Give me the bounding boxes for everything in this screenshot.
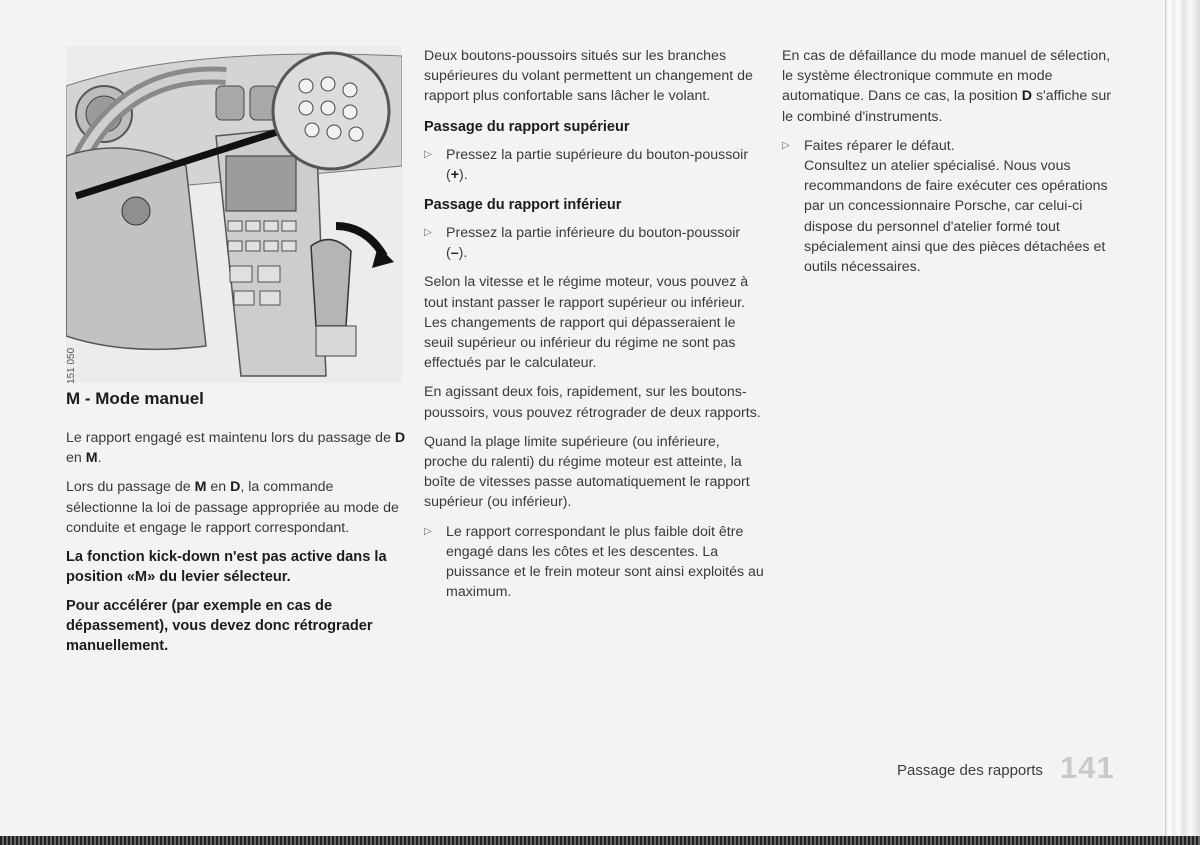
paragraph xyxy=(66,428,406,468)
text-run: Consultez un atelier spécialisé. Nous vous recommandons de faire exécuter ces opérations par un concessionnaire Porsche, car celui-ci dispose du personnel d'atelier formé tout spécialement ainsi que des pièces détachées et outils nécessaires. xyxy=(804,158,1108,276)
paragraph: Selon la vitesse et le régime moteur, vous pouvez à tout instant passer le rapport supérieur ou inférieur. xyxy=(424,274,749,311)
cockpit-illustration xyxy=(66,46,402,383)
paragraph: Deux boutons-poussoirs situés sur les branches supérieures du volant permettent un changement de rapport plus confortable sans lâcher le volant. xyxy=(424,48,753,105)
left-column xyxy=(66,388,406,665)
middle-column xyxy=(424,46,764,611)
subheading-downshift: Passage du rapport inférieur xyxy=(424,197,622,214)
paragraph xyxy=(66,477,406,538)
bullet-arrow-icon: ▷ xyxy=(424,525,432,537)
warning-text: La fonction kick-down n'est pas active dans la position «M» du levier sélecteur. xyxy=(66,549,387,586)
scan-edge-strip xyxy=(0,836,1200,845)
text-run: s'affiche sur le combiné d'instruments. xyxy=(782,88,1111,125)
plus-symbol: + xyxy=(450,166,460,183)
position-d: D xyxy=(1021,88,1032,105)
right-column xyxy=(782,46,1122,285)
text-run: . xyxy=(97,450,102,467)
page-number: 141 xyxy=(1060,750,1115,785)
text-run: ). xyxy=(459,166,468,183)
text-run: , la commande sélectionne la loi de passage appropriée au mode de conduite et engage le rapport correspondant. xyxy=(66,479,399,536)
text-run: Faites réparer le défaut. xyxy=(804,137,955,154)
text-run: Le rapport engagé est maintenu lors du passage de xyxy=(66,430,395,446)
position-m: M xyxy=(85,450,98,467)
text-run: Pressez la partie inférieure du bouton-poussoir ( xyxy=(446,225,741,262)
subheading-upshift: Passage du rapport supérieur xyxy=(424,118,630,135)
bullet-arrow-icon: ▷ xyxy=(424,227,432,239)
bullet-item xyxy=(424,522,764,603)
bullet-arrow-icon: ▷ xyxy=(424,148,432,160)
position-m: M xyxy=(194,479,207,496)
position-d: D xyxy=(394,430,406,446)
text-run: en xyxy=(206,479,231,496)
figure-code: 151 050 xyxy=(66,347,77,384)
text-run: ). xyxy=(458,245,468,262)
text-run: Pressez la partie supérieure du bouton-poussoir ( xyxy=(446,146,749,183)
paragraph xyxy=(782,46,1122,127)
bullet-item xyxy=(782,136,1122,277)
footer-chapter-title: Passage des rapports xyxy=(897,762,1043,779)
text-run: En cas de défaillance du mode manuel de sélection, le système électronique commute en mode automatique. Dans ce cas, la position xyxy=(782,48,1111,105)
bullet-item xyxy=(424,223,764,263)
section-heading: M - Mode manuel xyxy=(66,389,204,408)
paragraph: Quand la plage limite supérieure (ou inférieure, proche du ralenti) du régime moteur est atteinte, la boîte de vitesses passe automatiquement le rapport supérieur (ou inférieur). xyxy=(424,433,750,511)
paragraph: En agissant deux fois, rapidement, sur les boutons-poussoirs, vous pouvez rétrograder de deux rapports. xyxy=(424,384,761,421)
paragraph: Les changements de rapport qui dépasseraient le seuil supérieur ou inférieur du régime ne sont pas effectués par le calculateur. xyxy=(424,314,736,372)
text-run: Lors du passage de xyxy=(66,479,195,496)
bullet-arrow-icon: ▷ xyxy=(782,139,790,151)
page-edge xyxy=(1165,0,1200,845)
position-d: D xyxy=(230,479,241,496)
text-run: Le rapport correspondant le plus faible doit être engagé dans les côtes et les descentes. La puissance et le frein moteur sont ainsi exploités au maximum. xyxy=(446,523,764,601)
warning-text: Pour accélérer (par exemple en cas de dépassement), vous devez donc rétrograder manuellement. xyxy=(66,598,373,655)
bullet-item xyxy=(424,145,764,185)
minus-symbol: – xyxy=(450,245,459,262)
text-run: en xyxy=(66,450,86,467)
